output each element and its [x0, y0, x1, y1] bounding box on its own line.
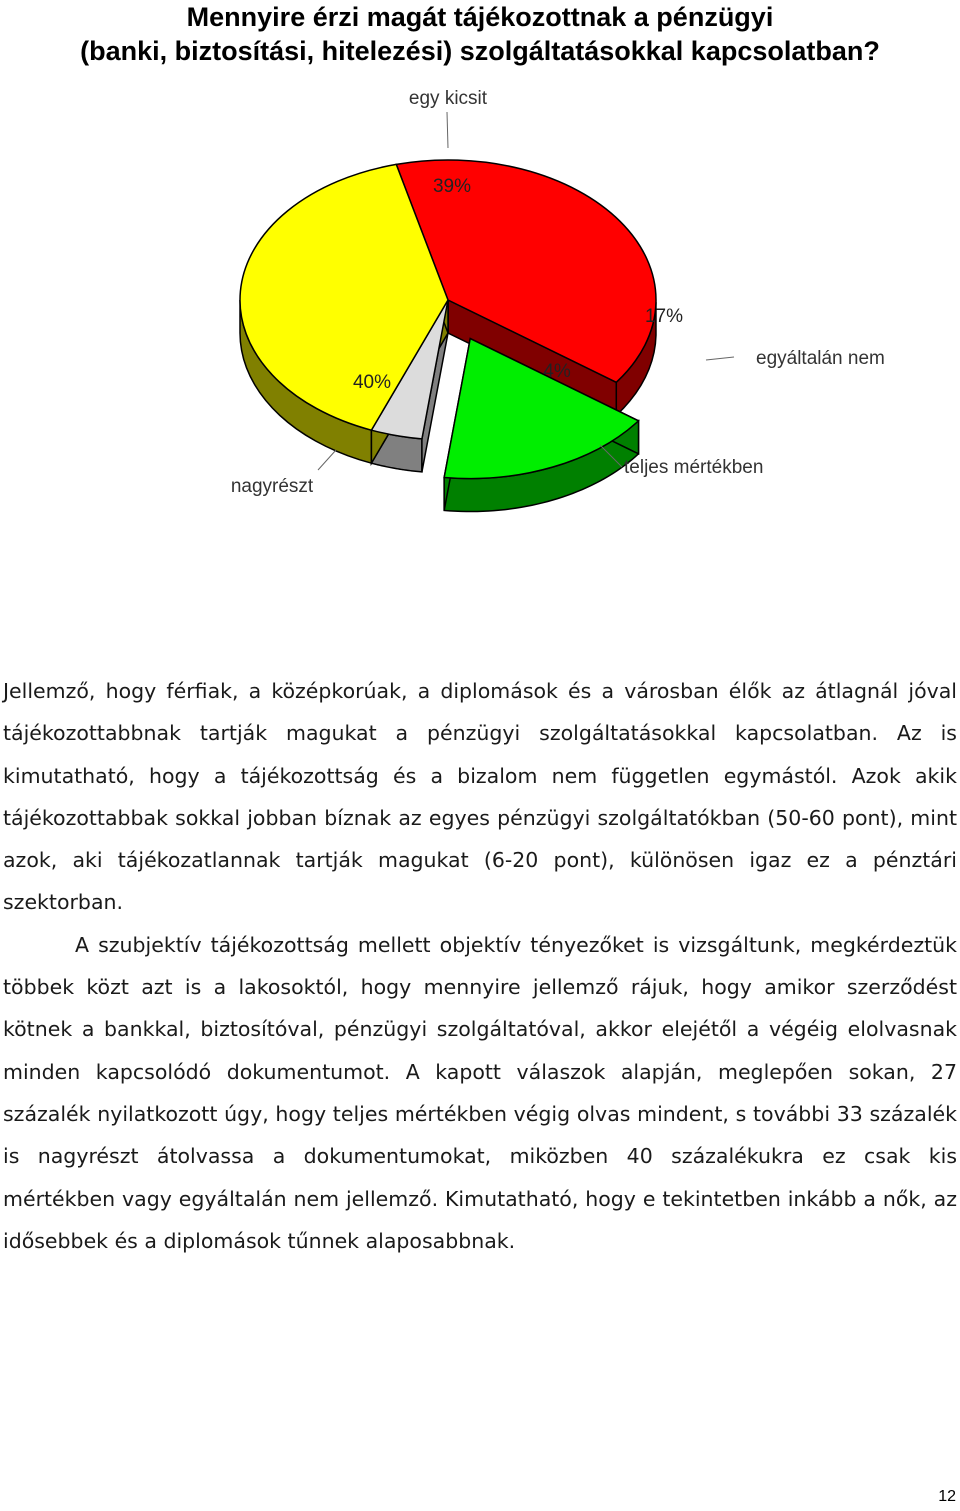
chart-title-line-2: (banki, biztosítási, hitelezési) szolgáltatásokkal kapcsolatban?	[80, 36, 880, 66]
pie-chart	[0, 0, 960, 640]
chart-title-line-1: Mennyire érzi magát tájékozottnak a pénzügyi	[186, 2, 774, 32]
slice-category-label: egyáltalán nem	[756, 348, 885, 369]
label-leader-line	[447, 112, 448, 148]
slice-value-label: 39%	[432, 176, 472, 197]
label-leader-line	[706, 357, 734, 360]
page-number: 12	[938, 1488, 956, 1505]
slice-category-label: teljes mértékben	[624, 457, 764, 478]
slice-value-label: 4%	[543, 361, 571, 382]
paragraph-1: Jellemző, hogy férfiak, a középkorúak, a diplomások és a városban élők az átlagnál jóval tájékozottabbnak tartják magukat a pénzügyi szolgáltatásokkal kapcsolatban. Az is kimutatható, hogy a tájékozottság és a bizalom nem független egymástól. Azok akik tájékozottabbak sokkal jobban bíznak az egyes pénzügyi szolgáltatókban (50-60 pont), mint azok, aki tájékozatlannak tartják magukat (6-20 pont), különösen igaz ez a pénztári szektorban.	[3, 679, 957, 915]
slice-category-label: egy kicsit	[408, 88, 488, 109]
label-leader-line	[318, 450, 336, 470]
paragraph-2: A szubjektív tájékozottság mellett objektív tényezőket is vizsgáltunk, megkérdeztük többek közt azt is a lakosoktól, hogy mennyire jellemző rájuk, hogy amikor szerződést kötnek a bankkal, biztosítóval, pénzügyi szolgáltatóval, akkor elejétől a végéig elolvasnak minden kapcsolódó dokumentumot. A kapott válaszok alapján, meglepően sokan, 27 százalék nyilatkozott úgy, hogy teljes mértékben végig olvas mindent, s további 33 százalék is nagyrészt átolvassa a dokumentumokat, miközben 40 százalékukra ez csak kis mértékben vagy egyáltalán nem jellemző. Kimutatható, hogy e tekintetben inkább a nők, az idősebbek és a diplomások tűnnek alaposabbnak.	[3, 932, 957, 1253]
slice-value-label: 40%	[352, 372, 392, 393]
slice-category-label: nagyrészt	[230, 476, 314, 497]
body-text	[3, 670, 957, 1262]
slice-value-label: 17%	[644, 306, 684, 327]
